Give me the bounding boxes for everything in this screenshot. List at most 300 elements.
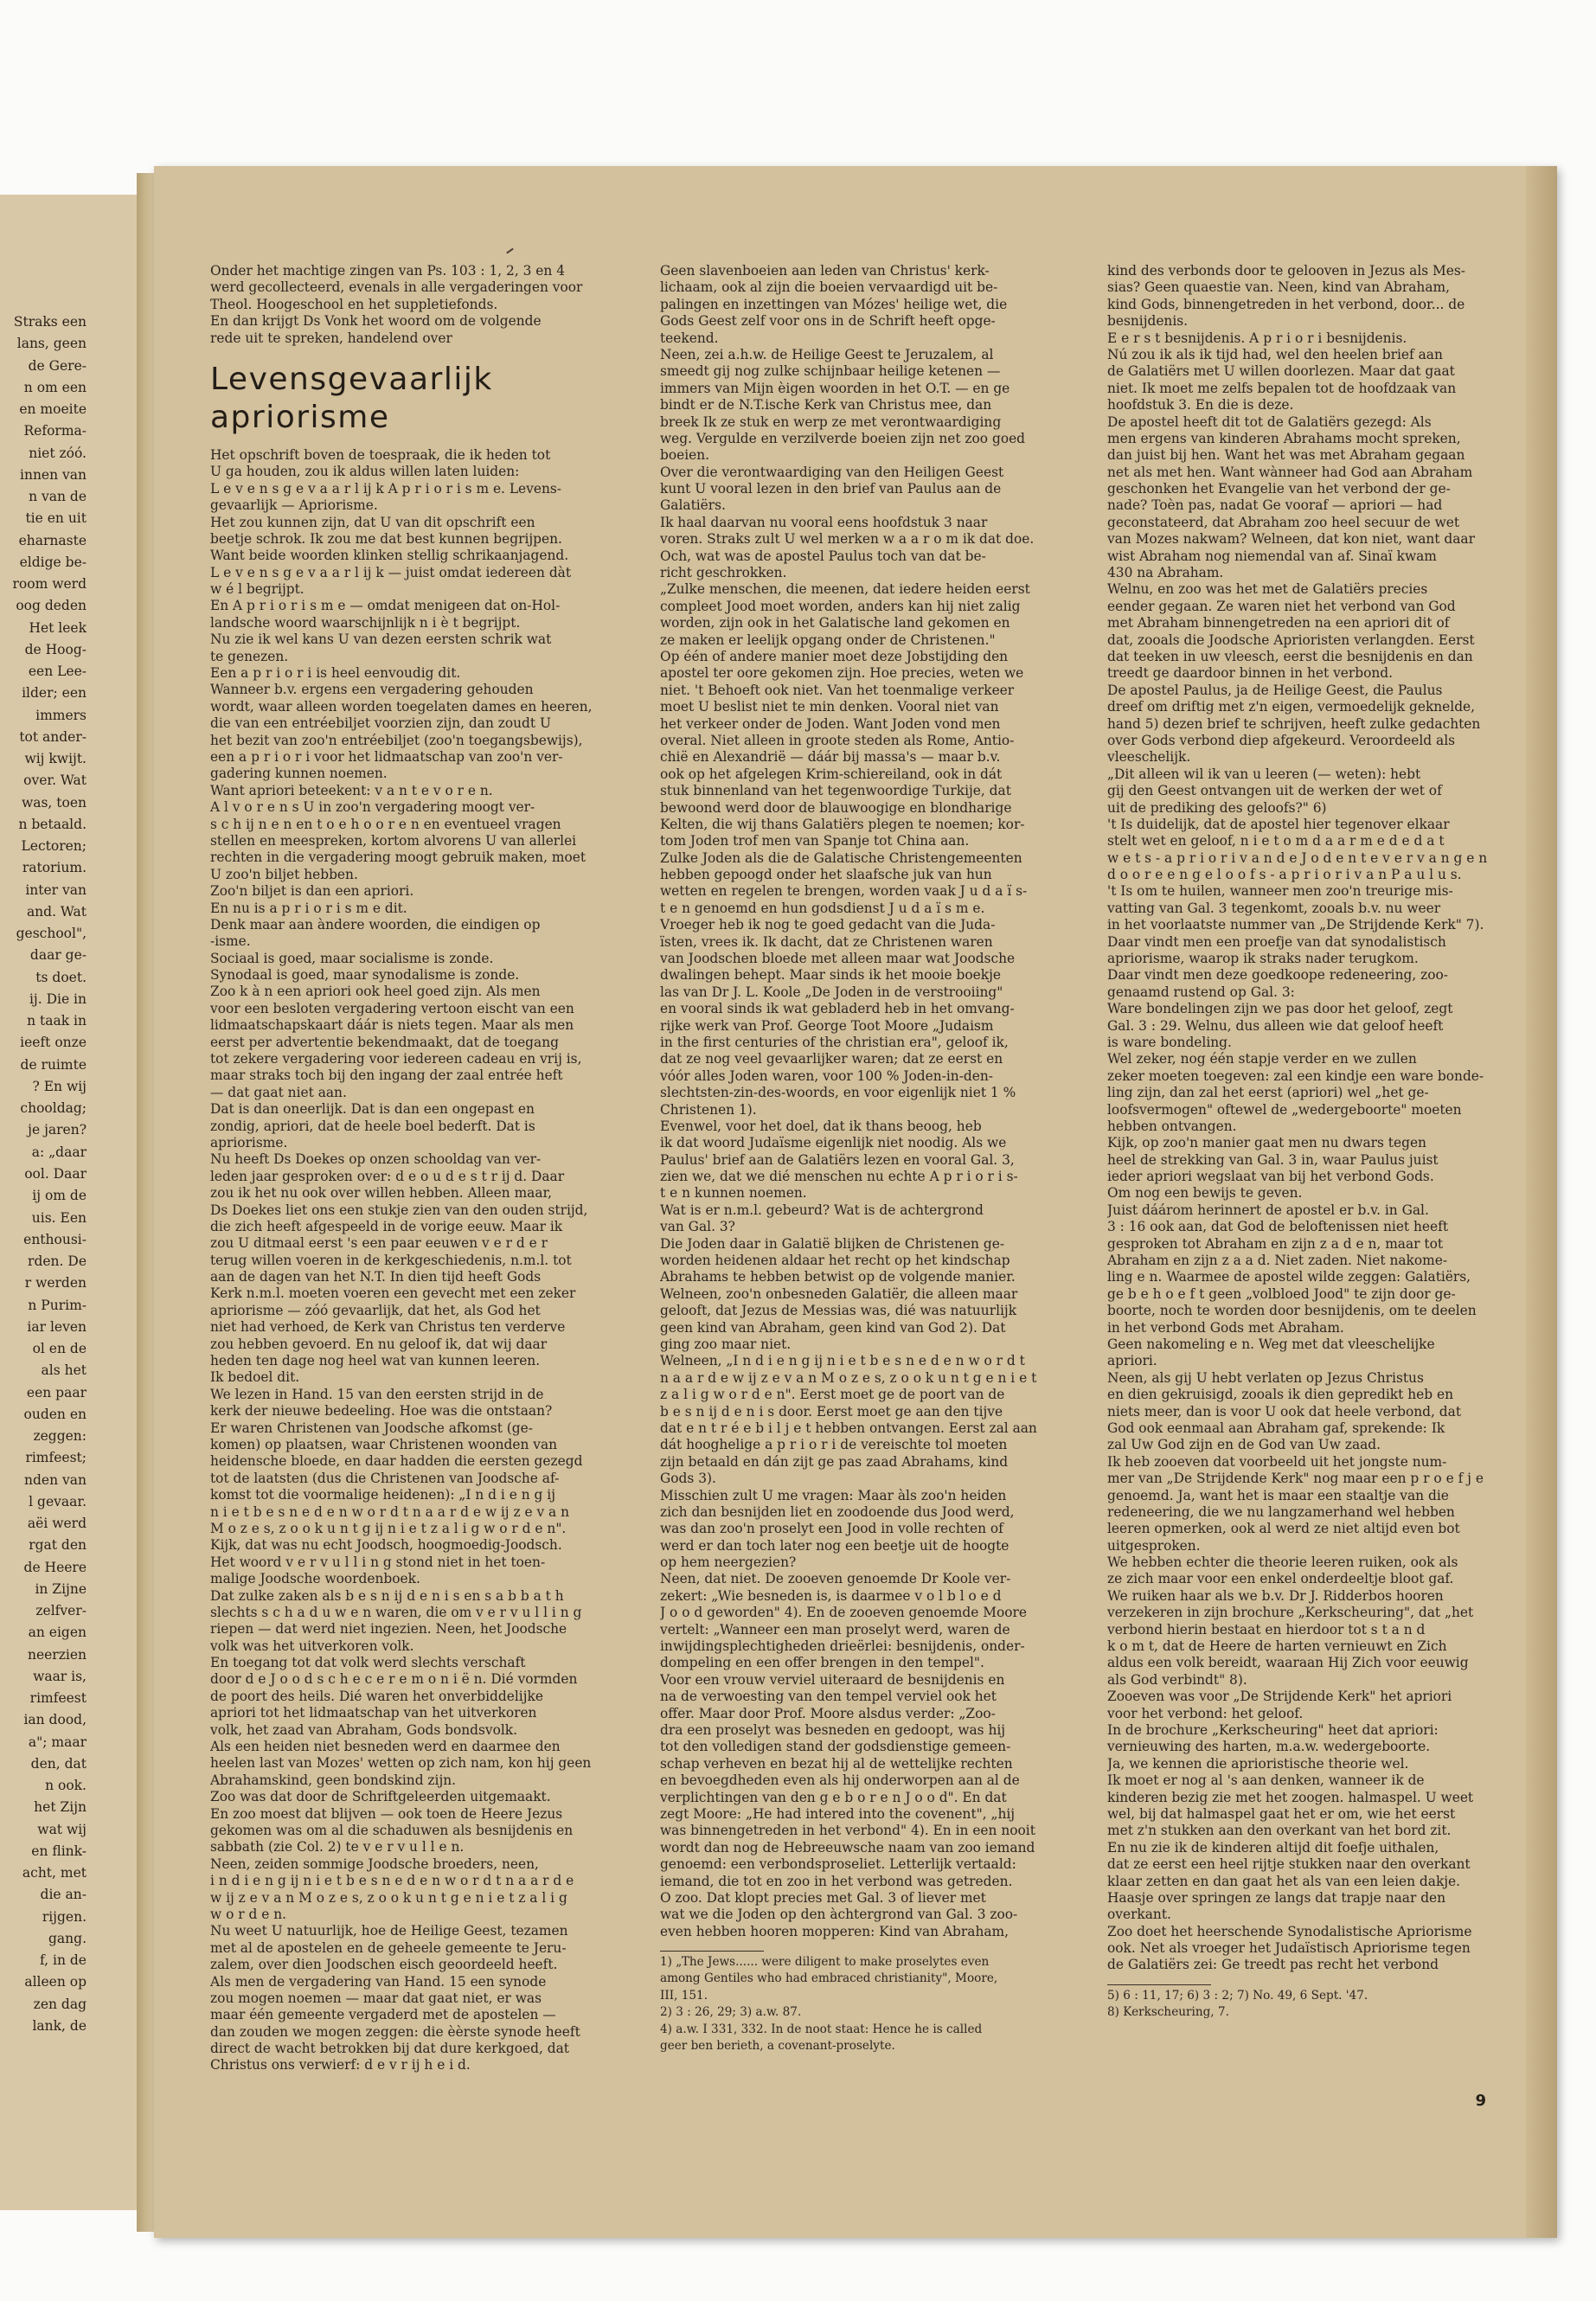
text-line: Een a p r i o r i is heel eenvoudig dit. [210, 665, 461, 682]
text-line: richt geschrokken. [660, 565, 787, 581]
previous-page-fragment: de ruimte [20, 1056, 87, 1073]
text-line: na de verwoesting van den tempel verviel ook het [660, 1689, 997, 1705]
text-line: op hem neergezien? [660, 1554, 797, 1571]
text-line: zondig, apriori, dat de heele boel bederft. Dat is [210, 1118, 535, 1134]
text-line: komen) op plaatsen, waar Christenen woonden van [210, 1437, 558, 1452]
text-line: zijn betaald en dán zijt ge pas zaad Abrahams, kind [660, 1453, 1009, 1470]
text-line: niet. 't Behoeft ook niet. Van het toenmalige verkeer [660, 682, 1015, 698]
text-line: dat ze eerst een heel rijtje stukken naar den overkant [1107, 1856, 1471, 1873]
text-line: de poort des heils. Dié waren het onverbiddelijke [210, 1688, 543, 1704]
text-line: maar straks toch bij den ingang der zaal entrée heft [210, 1067, 563, 1084]
text-line: Abrahams te hebben betwist op de volgende manier. [660, 1269, 1016, 1285]
text-line: w ij z e v a n M o z e s, z o o k u n t g e n i e t z a l i g [210, 1889, 567, 1906]
text-line: Welneen, zoo'n onbesneden Galatiër, die alleen maar [660, 1285, 1018, 1302]
text-line: Paulus' brief aan de Galatiërs lezen en vooral Gal. 3, [660, 1151, 1015, 1168]
text-line: eerst per advertentie bekendmaakt, dat de toegang [210, 1034, 559, 1050]
text-line: d o o r e e n g e l o o f s - a p r i o r i v a n P a u l u s. [1107, 867, 1462, 883]
text-line: God ook eenmaal aan Abraham gaf, sprekende: Ik [1107, 1420, 1445, 1436]
text-line: Dat is dan oneerlijk. Dat is dan een ongepast en [210, 1101, 535, 1118]
previous-page-fragment: ij. Die in [29, 990, 87, 1007]
text-line: volk, het zaad van Abraham, Gods bondsvolk. [210, 1721, 518, 1738]
text-line: malige Joodsche woordenboek. [210, 1571, 420, 1587]
footnote-line: geer ben berieth, a covenant-proselyte. [660, 2039, 895, 2054]
text-line: heidensche bloede, en daar hadden die eersten gezegd [210, 1453, 583, 1470]
text-line: Ik moet er nog al 's aan denken, wanneer ik de [1107, 1772, 1425, 1789]
text-line: Kijk, dat was nu echt Joodsch, hoogmoedig-Joodsch. [210, 1537, 562, 1554]
text-line: ging zoo maar niet. [660, 1336, 792, 1352]
text-line: -isme. [210, 933, 251, 950]
text-line: dwalingen behept. Maar sinds ik het mooie boekje [660, 967, 1001, 984]
previous-page-fragment: geschool", [16, 926, 87, 942]
text-line: Nú zou ik als ik tijd had, wel den heelen brief aan [1107, 346, 1443, 362]
text-line: vertelt: „Wanneer een man proselyt werd, waren de [660, 1621, 1010, 1638]
text-line: is ware bondeling. [1107, 1034, 1232, 1050]
text-line: Zoo was dat door de Schriftgeleerden uitgemaakt. [210, 1789, 551, 1805]
text-line: 430 na Abraham. [1107, 565, 1224, 581]
text-line: gelooft, dat Jezus de Messias was, dié was natuurlijk [660, 1303, 1017, 1319]
text-line: slechts s c h a d u w e n waren, die om v e r v u l l i n g [210, 1604, 582, 1620]
previous-page-fragment: nden van [24, 1471, 87, 1488]
previous-page-fragment: ts doet. [35, 969, 87, 985]
text-line: We hebben echter die theorie leeren ruiken, ook als [1107, 1554, 1458, 1571]
previous-page-fragment: een paar [26, 1384, 87, 1400]
text-line: overal. Niet alleen in groote steden als Rome, Antio- [660, 732, 1015, 748]
text-line: zalem, over dien Joodschen eisch geoordeeld heeft. [210, 1957, 558, 1973]
text-line: boorte, noch te worden door besnijdenis, om te deelen [1107, 1303, 1477, 1319]
text-line: verzekeren in zijn brochure „Kerkscheuring", dat „het [1107, 1605, 1474, 1621]
previous-page-fragment: a"; maar [28, 1734, 87, 1750]
text-line: Als men de vergadering van Hand. 15 een synode [210, 1973, 547, 1990]
text-line: hebben gepoogd onder het slaafsche juk van hun [660, 867, 992, 883]
text-line: U ga houden, zou ik aldus willen laten luiden: [210, 464, 520, 480]
previous-page-fragment: eharnaste [18, 532, 87, 548]
text-line: Och, wat was de apostel Paulus toch van dat be- [660, 548, 986, 564]
previous-page-fragment: rden. De [28, 1253, 87, 1270]
text-line: We ruiken haar als we b.v. Dr J. Ridderbos hooren [1107, 1587, 1444, 1604]
text-line: stellen en meespreken, kortom alvorens U van allerlei [210, 832, 577, 849]
text-line: volk was het uitverkoren volk. [210, 1638, 414, 1654]
text-line: dompeling en een offer brengen in den tempel". [660, 1655, 984, 1671]
footnote-rule [1107, 1984, 1211, 1985]
text-line: leeren opmerken, ook al werd ze niet altijd even bot [1107, 1521, 1460, 1537]
text-line: in the first centuries of the christian era", geloof ik, [660, 1034, 1009, 1050]
text-line: k o m t, dat de Heere de harten vernieuwt en Zich [1107, 1638, 1447, 1655]
text-line: Die Joden daar in Galatië blijken de Christenen ge- [660, 1235, 1005, 1252]
text-line: J o o d geworden" 4). En de zooeven genoemde Moore [660, 1605, 1028, 1621]
previous-page-fragment: ilder; een [22, 685, 87, 702]
text-line: apriorisme, waarop ik straks nader terugkom. [1107, 951, 1419, 967]
previous-page-fragment: ian dood, [23, 1712, 87, 1728]
text-line: t e n kunnen noemen. [660, 1185, 807, 1202]
text-line: wetten en regelen te brengen, worden vaak J u d a ï s- [660, 883, 1028, 900]
text-line: En zoo moest dat blijven — ook toen de Heere Jezus [210, 1805, 563, 1822]
text-line: de Galatiërs met U willen doorlezen. Maar dat gaat [1107, 363, 1455, 380]
text-line: dra een proselyt was besneden en gedoopt, was hij [660, 1721, 1006, 1738]
text-line: zich dan besnijden liet en zoodoende dus Jood werd, [660, 1503, 1015, 1520]
text-line: immers van Mijn èigen woorden in het O.T. — en ge [660, 380, 1010, 396]
previous-page-fragment: oog deden [16, 598, 87, 614]
text-line: Galatiërs. [660, 497, 726, 514]
text-line: die van een entréebiljet voorzien zijn, dan zoudt U [210, 715, 551, 732]
text-line: Welneen, „I n d i e n g ij n i e t b e s n e d e n w o r d t [660, 1353, 1025, 1369]
text-line: zou hebben gevoerd. En nu geloof ik, dat wij daar [210, 1336, 548, 1352]
text-line: Vroeger heb ik nog te goed gedacht van die Juda- [660, 917, 996, 933]
text-line: w o r d e n. [210, 1906, 287, 1922]
text-line: Ja, we kennen die aprioristische theorie wel. [1107, 1755, 1409, 1772]
footnote-rule [660, 1951, 764, 1952]
text-line: De apostel Paulus, ja de Heilige Geest, die Paulus [1107, 682, 1443, 698]
text-line: heel de strekking van Gal. 3 in, waar Paulus juist [1107, 1151, 1439, 1168]
previous-page-fragment: Straks een [13, 314, 87, 330]
text-line: maar één gemeente vergaderd met de apostelen — [210, 2007, 556, 2023]
text-line: rechten in die vergadering moogt gebruik maken, moet [210, 849, 586, 866]
text-line: apostel ter oore gekomen zijn. Hoe precies, weten we [660, 665, 1024, 682]
text-line: O zoo. Dat klopt precies met Gal. 3 of liever met [660, 1889, 986, 1906]
text-line: besnijdenis. [1107, 313, 1189, 330]
text-line: zal Uw God zijn en de God van Uw zaad. [1107, 1437, 1381, 1453]
text-line: loofsvermogen" oftewel de „wedergeboorte" moeten [1107, 1101, 1462, 1118]
text-line: chië en Alexandrië — dáár bij massa's — maar b.v. [660, 749, 1001, 766]
previous-page-fragment: l gevaar. [29, 1493, 87, 1509]
text-line: En dan krijgt Ds Vonk het woord om de volgende [210, 313, 542, 330]
text-line: Het woord v e r v u l l i n g stond niet in het toen- [210, 1554, 546, 1570]
text-line: Neen, zeiden sommige Joodsche broeders, neen, [210, 1856, 539, 1872]
text-line: in het voorlaatste nummer van „De Strijdende Kerk" 7). [1107, 917, 1484, 933]
text-line: Abraham en zijn z a a d. Niet zaden. Niet nakome- [1107, 1253, 1448, 1269]
text-line: Zooeven was voor „De Strijdende Kerk" het apriori [1107, 1689, 1452, 1705]
text-line: riepen — dat werd niet ingezien. Neen, het Joodsche [210, 1621, 567, 1638]
text-line: dat teeken in uw vleesch, eerst die besnijdenis en dan [1107, 648, 1473, 664]
text-line: was dan zoo'n proselyt een Jood in volle rechten of [660, 1521, 1003, 1537]
text-line: compleet Jood moet worden, anders kan hij niet zalig [660, 598, 1021, 614]
previous-page-fragment: aëi werd [27, 1516, 87, 1532]
text-line: „Dit alleen wil ik van u leeren (— weten): hebt [1107, 766, 1421, 782]
text-line: kerk der nieuwe bedeeling. Hoe was die ontstaan? [210, 1403, 553, 1420]
previous-page-fragment: gang. [48, 1930, 87, 1946]
text-line: geconstateerd, dat Abraham zoo heel secuur de wet [1107, 514, 1460, 530]
previous-page-fragment: inter van [25, 881, 87, 898]
text-line: Om nog een bewijs te geven. [1107, 1185, 1303, 1202]
text-line: vleeschelijk. [1107, 749, 1191, 766]
text-line: z a l i g w o r d e n". Eerst moet ge de poort van de [660, 1387, 1005, 1403]
text-line: klaar zetten en dan gaat het als van een leien dakje. [1107, 1873, 1461, 1889]
text-line: Sociaal is goed, maar socialisme is zonde. [210, 950, 494, 966]
text-line: gevaarlijk — Apriorisme. [210, 497, 378, 514]
previous-page-fragment: rimfeest [29, 1690, 87, 1707]
text-line: stuk binnenland van het tegenwoordige Turkije, dat [660, 783, 1011, 799]
text-line: Neen, zei a.h.w. de Heilige Geest te Jeruzalem, al [660, 346, 994, 362]
text-line: zou ik het nu ook over willen hebben. Alleen maar, [210, 1185, 553, 1202]
ink-mark [506, 248, 514, 254]
previous-page-fragment: uis. Een [31, 1209, 87, 1226]
text-line: sabbath (zie Col. 2) te v e r v u l l e n. [210, 1839, 465, 1856]
text-line: niet. Ik moet me zelfs bepalen tot de hoofdzaak van [1107, 380, 1457, 396]
text-line: Zoo doet het heerschende Synodalistische Apriorisme [1107, 1923, 1472, 1939]
text-line: van Gal. 3? [660, 1219, 735, 1235]
text-line: t e n genoemd en hun godsdienst J u d a ï s m e. [660, 900, 985, 916]
text-line: in het verbond Gods met Abraham. [1107, 1319, 1344, 1336]
previous-page-fragment: een Lee- [28, 663, 87, 680]
text-line: wel, bij dat halmaspel gaat het er om, wie het eerst [1107, 1805, 1456, 1822]
text-line: van Joodschen bloede met alleen maar wat Joodsche [660, 951, 1016, 967]
previous-page-fragment: Het leek [29, 619, 87, 636]
text-line: En nu zie ik de kinderen altijd dit foefje uithalen, [1107, 1839, 1439, 1856]
text-line: moet U beslist niet te min denken. Vooral niet van [660, 699, 999, 715]
column-3-body [1107, 263, 1518, 1974]
previous-page-fragment: an eigen [28, 1625, 87, 1641]
text-line: als God verbindt" 8). [1107, 1671, 1247, 1688]
previous-page-fragment: ol en de [32, 1341, 87, 1357]
text-line: dat, zooals die Joodsche Aprioristen verlangden. Eerst [1107, 631, 1475, 648]
text-line: lichaam, ook al zijn die boeien vervaardigd uit be- [660, 279, 998, 296]
text-line: Kelten, die wij thans Galatiërs plegen te noemen; kor- [660, 816, 1025, 832]
text-line: genaamd rustend op Gal. 3: [1107, 984, 1295, 1000]
previous-page-fragment: a: „daar [31, 1144, 87, 1160]
text-line: las van Dr J. L. Koole „De Joden in de verstrooiing" [660, 984, 1003, 1000]
text-line: schap verheven en bezat hij al de wettelijke rechten [660, 1755, 1013, 1772]
text-line: Christus ons verwierf: d e v r ij h e i d. [210, 2057, 471, 2073]
previous-page-fragment: lank, de [32, 2018, 87, 2034]
column-3 [1107, 263, 1518, 2153]
text-line: eender gegaan. Ze waren niet het verbond van God [1107, 598, 1456, 614]
text-line: w é l begrijpt. [210, 581, 304, 598]
text-line: geen kind van Abraham, geen kind van God 2). Dat [660, 1319, 1006, 1336]
previous-page-fragment: and. Wat [26, 903, 87, 920]
text-line: vernieuwing des harten, m.a.w. wedergeboorte. [1107, 1739, 1431, 1755]
column-2-footnotes [660, 1955, 1071, 2055]
text-line: geschonken het Evangelie van het verbond der ge- [1107, 481, 1451, 497]
text-line: L e v e n s g e v a a r l ij k — juist omdat iedereen dàt [210, 564, 572, 580]
text-line: en vooral sinds ik wat gebladerd heb in het omvang- [660, 1001, 1015, 1017]
previous-page-fragment: rijgen. [42, 1908, 87, 1925]
previous-page-fragment: enthousi- [23, 1231, 87, 1247]
text-line: apriori. [1107, 1353, 1157, 1369]
previous-page-fragment: n van de [29, 489, 87, 505]
text-line: Gods Geest zelf voor ons in de Schrift heeft opge- [660, 313, 996, 330]
text-line: In de brochure „Kerkscheuring" heet dat apriori: [1107, 1721, 1439, 1738]
text-line: Op één of andere manier moet deze Jobstijding den [660, 648, 1009, 664]
text-line: U zoo'n biljet hebben. [210, 866, 358, 882]
text-line: komst tot die voormalige heidenen): „I n d i e n g ij [210, 1487, 555, 1503]
text-line: dreef om driftig met z'n eigen, vermoedelijk geknelde, [1107, 699, 1476, 715]
text-line: dát hooghelige a p r i o r i de vereischte tol moeten [660, 1437, 1008, 1453]
text-line: s c h ij n e n en t o e h o o r e n en eventueel vragen [210, 816, 561, 832]
text-line: Nu heeft Ds Doekes op onzen schooldag van ver- [210, 1151, 542, 1168]
text-line: Daar vindt men een proefje van dat synodalistisch [1107, 933, 1446, 950]
text-line: Dat zulke zaken als b e s n ij d e n i s en s a b b a t h [210, 1587, 564, 1604]
text-line: Juist dáárom herinnert de apostel er b.v. in Gal. [1107, 1202, 1429, 1218]
text-line: zien we, dat we dié menschen nu echte A p r i o r i s- [660, 1169, 1018, 1185]
text-line: M o z e s, z o o k u n t g ij n i e t z a l i g w o r d e n". [210, 1520, 567, 1536]
previous-page-fragment: in Zijne [35, 1580, 87, 1597]
text-line: met al de apostelen en de geheele gemeente te Jeru- [210, 1939, 567, 1956]
text-line: een a p r i o r i voor het lidmaatschap van zoo'n ver- [210, 748, 563, 765]
text-line: genoemd. Ja, want het is maar een staaltje van die [1107, 1487, 1449, 1503]
previous-page-fragment: ieeft onze [20, 1035, 87, 1051]
previous-page-fragment: Lectoren; [21, 838, 87, 855]
text-line: Nu weet U natuurlijk, hoe de Heilige Geest, tezamen [210, 1923, 568, 1939]
text-line: terug willen voeren in de kerkgeschiedenis, n.m.l. tot [210, 1252, 572, 1268]
previous-page-fragment: ouden en [23, 1406, 87, 1422]
column-3-footnotes [1107, 1989, 1518, 2022]
text-line: teekend. [660, 330, 719, 346]
text-line: 't Is duidelijk, dat de apostel hier tegenover elkaar [1107, 816, 1450, 832]
footnote-line: 1) „The Jews...... were diligent to make proselytes even [660, 1955, 990, 1970]
footnote-line: among Gentiles who had embraced christianity", Moore, [660, 1971, 998, 1986]
text-line: gadering kunnen noemen. [210, 766, 388, 782]
text-line: Daar vindt men deze goedkoope redeneering, zoo- [1107, 967, 1448, 984]
previous-page-fragment: alleen op [24, 1974, 87, 1990]
previous-page-fragment: het Zijn [34, 1799, 87, 1816]
previous-page-fragment: n om een [23, 379, 87, 395]
previous-page-fragment: n Purim- [28, 1297, 87, 1313]
text-line: lidmaatschapskaart dáár is niets tegen. Maar als men [210, 1017, 574, 1034]
text-line: Ds Doekes liet ons een stukje zien van den ouden strijd, [210, 1202, 588, 1218]
text-line: verbond hierin bestaat en hierdoor tot s t a n d [1107, 1621, 1426, 1638]
text-line: uit de prediking des geloofs?" 6) [1107, 799, 1327, 816]
text-line: b e s n ij d e n i s door. Eerst moet ge aan den tijve [660, 1403, 1003, 1420]
page-edge [1526, 166, 1557, 2238]
text-line: ieder apriori wegslaat van bij het verbond Gods. [1107, 1169, 1434, 1185]
previous-page-fragment: lans, geen [16, 336, 87, 352]
text-line: met Abraham binnengetreden na een apriori dit of [1107, 615, 1450, 631]
text-line: Denk maar aan àndere woorden, die eindigen op [210, 916, 541, 933]
text-line: treedt ge daardoor binnen in het verbond. [1107, 665, 1394, 682]
column-1-body [210, 447, 621, 2074]
previous-page-fragment: waar is, [33, 1668, 87, 1684]
text-line: offer. Maar door Prof. Moore alsdus verder: „Zoo- [660, 1705, 996, 1721]
text-line: heden ten dage nog heel wat van kunnen leeren. [210, 1353, 541, 1369]
text-line: E e r s t besnijdenis. A p r i o r i besnijdenis. [1107, 330, 1407, 346]
text-line: ling zijn, dan zal het eerst (apriori) wel „het ge- [1107, 1085, 1429, 1101]
text-line: het bezit van zoo'n entréebiljet (zoo'n toegangsbewijs), [210, 732, 583, 748]
footnote-line: 8) Kerkscheuring, 7. [1107, 2005, 1229, 2020]
text-line: We lezen in Hand. 15 van den eersten strijd in de [210, 1386, 544, 1402]
text-line: worden heidenen aldaar het recht op het kindschap [660, 1253, 1010, 1269]
text-line: Wanneer b.v. ergens een vergadering gehouden [210, 682, 534, 698]
text-line: palingen en inzettingen van Mózes' heilige wet, die [660, 296, 1008, 312]
text-line: apriorisme — zóó gevaarlijk, dat het, als God het [210, 1302, 541, 1318]
text-line: Ik haal daarvan nu vooral eens hoofdstuk 3 naar [660, 514, 988, 530]
text-line: Gal. 3 : 29. Welnu, dus alleen wie dat geloof heeft [1107, 1017, 1444, 1034]
text-line: de Galatiërs zei: Ge treedt pas recht het verbond [1107, 1957, 1439, 1973]
text-line: slechtsten-zin-des-woords, en voor eigenlijk niet 1 % [660, 1085, 1016, 1101]
text-line: n i e t b e s n e d e n w o r d t n a a r d e w ij z e v a n [210, 1503, 570, 1520]
text-line: kinderen bezig zie met het zoogen. halmaspel. U weet [1107, 1789, 1474, 1805]
previous-page-fragment: niet zóó. [29, 445, 87, 461]
text-line: Zoo'n biljet is dan een apriori. [210, 883, 414, 900]
text-line: zekert: „Wie besneden is, is daarmee v o l b l o e d [660, 1587, 1002, 1604]
text-line: overkant. [1107, 1907, 1171, 1923]
text-line: voor een besloten vergadering vertoon eischt van een [210, 1000, 574, 1016]
text-line: inwijdingsplechtigheden drieërlei: besnijdenis, onder- [660, 1638, 1025, 1655]
previous-page-fragment: n taak in [27, 1013, 87, 1029]
text-line: vóór alles Joden waren, voor 100 % Joden-in-den- [660, 1067, 993, 1084]
text-line: niets meer, dan is voor U ook dat heele verbond, dat [1107, 1403, 1462, 1420]
text-line: men ergens van kinderen Abrahams mocht spreken, [1107, 430, 1461, 446]
text-line: ze zich maar voor een enkel onderdeeltje bloot gaf. [1107, 1571, 1454, 1587]
text-line: niet had verhoed, de Kerk van Christus ten verderve [210, 1319, 566, 1336]
text-line: worden, zijn ook in het Galatische land gekomen en [660, 615, 1010, 631]
text-line: bindt er de N.T.ische Kerk van Christus mee, dan [660, 397, 992, 413]
text-line: rede uit te spreken, handelend over [210, 330, 452, 346]
text-line: De apostel heeft dit tot de Galatiërs gezegd: Als [1107, 413, 1432, 430]
previous-page-fragment: Reforma- [23, 423, 87, 439]
text-line: aan de dagen van het N.T. In dien tijd heeft Gods [210, 1269, 542, 1285]
column-1 [210, 263, 621, 2153]
text-line: hand 5) dezen brief te schrijven, heeft zulke gedachten [1107, 715, 1481, 732]
page-number: 9 [1475, 2092, 1486, 2110]
text-line: i n d i e n g ij n i e t b e s n e d e n w o r d t n a a r d e [210, 1873, 574, 1889]
previous-page-fragment: innen van [20, 466, 87, 483]
previous-page-fragment: tot ander- [19, 728, 87, 745]
text-line: gij den Geest ontvangen uit de werken der wet of [1107, 783, 1442, 799]
text-line: w e t s - a p r i o r i v a n d e J o d e n t e v e r v a n g e n [1107, 849, 1488, 866]
text-line: tom Joden trof men van Spanje tot China aan. [660, 833, 970, 849]
text-line: Ware bondelingen zijn we pas door het geloof, zegt [1107, 1001, 1453, 1017]
text-line: n a a r d e w ij z e v a n M o z e s, z o o k u n t g e n i e t [660, 1369, 1037, 1386]
text-line: Wel zeker, nog één stapje verder en we zullen [1107, 1051, 1417, 1067]
text-line: Abrahamskind, geen bondskind zijn. [210, 1772, 457, 1788]
text-line: Kerk n.m.l. moeten voeren een gevecht met een zeker [210, 1285, 576, 1302]
text-line: gesproken tot Abraham en zijn z a d e n, maar tot [1107, 1235, 1444, 1252]
text-line: die zich heeft afgespeeld in de vorige eeuw. Maar ik [210, 1218, 563, 1234]
text-line: Welnu, en zoo was het met de Galatiërs precies [1107, 581, 1428, 598]
text-line: tot zekere vergadering voor iedereen cadeau en vrij is, [210, 1051, 582, 1067]
text-line: bewoond werd door de blauwoogige en blondharige [660, 799, 1012, 816]
text-line: beetje schrok. Ik zou me dat best kunnen begrijpen. [210, 530, 562, 547]
text-line: ze maken er leelijk opgang onder de Christenen." [660, 631, 996, 648]
previous-page-fragment: zelfver- [35, 1603, 87, 1619]
text-line: L e v e n s g e v a a r l ij k A p r i o r i s m e. Levens- [210, 480, 561, 497]
text-line: ling e n. Waarmee de apostel wilde zeggen: Galatiërs, [1107, 1269, 1471, 1285]
text-line: Over die verontwaardiging van den Heiligen Geest [660, 464, 1004, 480]
text-line: kind Gods, binnengetreden in het verbond, door... de [1107, 296, 1465, 312]
previous-page-fragment: de Heere [23, 1559, 87, 1575]
text-line: aldus een volk bereidt, waaraan Hij Zich voor eeuwig [1107, 1655, 1469, 1671]
text-line: hoofdstuk 3. En die is deze. [1107, 397, 1294, 413]
text-line: net als met hen. Want wànneer had God aan Abraham [1107, 464, 1473, 480]
text-line: was binnengetreden in het verbond" 4). En in een nooit [660, 1823, 1035, 1839]
column-2-body [660, 263, 1071, 1940]
text-line: iemand, die tot en zoo in het verbond was getreden. [660, 1873, 1013, 1889]
text-line: Het opschrift boven de toespraak, die ik heden tot [210, 446, 551, 463]
previous-page-fragment: wij kwijt. [24, 751, 87, 767]
text-line: even hebben hooren mopperen: Kind van Abraham, [660, 1923, 1010, 1939]
text-line: Onder het machtige zingen van Ps. 103 : 1, 2, 3 en 4 [210, 263, 565, 279]
text-line: nade? Toèn pas, nadat Ge vooraf — apriori — had [1107, 497, 1443, 514]
text-line: ook op het afgelegen Krim-schiereiland, ook in dát [660, 766, 1003, 782]
text-line: wat we die Joden op den àchtergrond van Gal. 3 zoo- [660, 1907, 1018, 1923]
article-heading: Levensgevaarlijk apriorisme [210, 361, 493, 435]
previous-page-fragment: en flink- [31, 1843, 87, 1859]
text-line: 3 : 16 ook aan, dat God de beloftenissen niet heeft [1107, 1219, 1449, 1235]
previous-page-fragment: was, toen [21, 794, 87, 811]
previous-page-fragment: de Gere- [28, 357, 87, 374]
text-line: dan zouden we mogen zeggen: die èèrste synode heeft [210, 2023, 580, 2040]
text-line: kind des verbonds door te gelooven in Jezus als Mes- [1107, 263, 1465, 279]
text-line: En A p r i o r i s m e — omdat menigeen dat on-Hol- [210, 598, 561, 614]
text-line: en bevoegdheden even als hij onderworpen aan al de [660, 1772, 1020, 1789]
footnote-line: 5) 6 : 11, 17; 6) 3 : 2; 7) No. 49, 6 Sept. '47. [1107, 1988, 1368, 2003]
previous-page-fragment: ij om de [32, 1188, 87, 1204]
text-line: Theol. Hoogeschool en het suppletiefonds. [210, 296, 498, 312]
previous-page-fragment: neerzien [27, 1646, 87, 1663]
text-line: voor het verbond: het geloof. [1107, 1705, 1304, 1721]
text-line: tot den volledigen stand der godsdienstige gemeen- [660, 1739, 1011, 1755]
text-line: tot de laatsten (dus die Christenen van Joodsche af- [210, 1470, 560, 1486]
text-line: Gods 3). [660, 1471, 716, 1487]
